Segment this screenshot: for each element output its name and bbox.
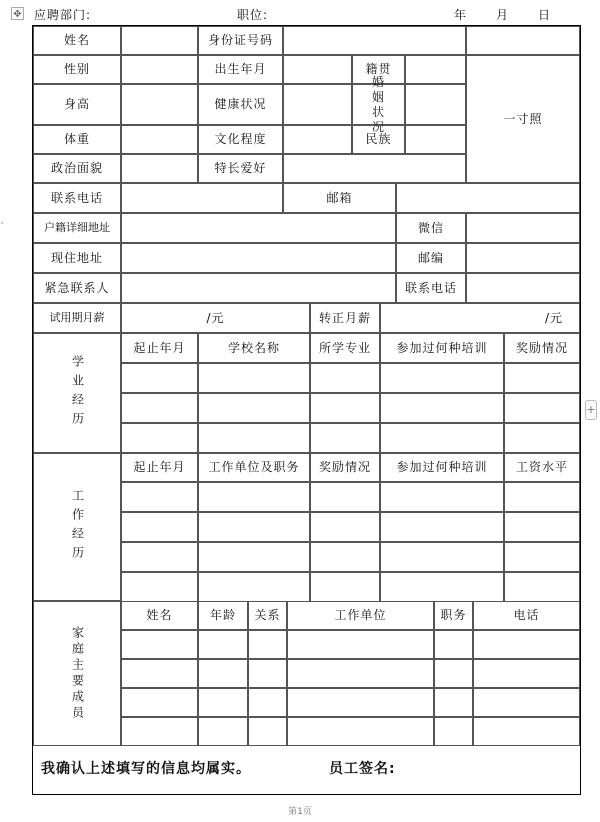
wechat-field[interactable]: [466, 213, 580, 243]
family-cell[interactable]: [248, 659, 287, 688]
regular-salary-field[interactable]: [380, 303, 580, 333]
hukou-address-label: 户籍详细地址: [33, 213, 121, 243]
education-header-3: 参加过何种培训: [380, 333, 504, 363]
family-header-5: 电话: [473, 601, 580, 630]
work-cell[interactable]: [504, 542, 580, 572]
table-move-handle-icon[interactable]: ✥: [11, 7, 24, 20]
family-header-3: 工作单位: [287, 601, 434, 630]
family-cell[interactable]: [473, 688, 580, 717]
work-cell[interactable]: [380, 482, 504, 512]
gender-label: 性别: [33, 55, 121, 84]
hukou-address-field[interactable]: [121, 213, 396, 243]
education-cell[interactable]: [504, 393, 580, 423]
health-label: 健康状况: [198, 84, 283, 125]
family-cell[interactable]: [287, 717, 434, 746]
political-status-field[interactable]: [121, 154, 198, 183]
work-cell[interactable]: [121, 512, 198, 542]
family-cell[interactable]: [121, 688, 198, 717]
regular-salary-unit: /元: [544, 310, 563, 325]
birth-date-field[interactable]: [283, 55, 352, 84]
family-cell[interactable]: [434, 659, 473, 688]
education-cell[interactable]: [380, 423, 504, 453]
emergency-contact-label: 紧急联系人: [33, 273, 121, 303]
name-label: 姓名: [33, 26, 121, 55]
regular-salary-label: 转正月薪: [310, 303, 380, 333]
email-field[interactable]: [396, 183, 580, 213]
signature-label: 员工签名:: [329, 761, 396, 778]
work-cell[interactable]: [310, 572, 380, 602]
probation-salary-unit: /元: [206, 310, 225, 325]
height-field[interactable]: [121, 84, 198, 125]
id-number-field-extra[interactable]: [466, 26, 580, 55]
education-cell[interactable]: [504, 363, 580, 393]
education-header-4: 奖励情况: [504, 333, 580, 363]
emergency-contact-field[interactable]: [121, 273, 396, 303]
family-header-1: 年龄: [198, 601, 248, 630]
native-place-field[interactable]: [405, 55, 466, 84]
family-cell[interactable]: [121, 659, 198, 688]
birth-date-label: 出生年月: [198, 55, 283, 84]
month-label: 月: [496, 8, 510, 22]
phone-label: 联系电话: [33, 183, 121, 213]
page-number: 第1页: [288, 807, 312, 817]
education-level-field[interactable]: [283, 125, 352, 154]
photo-box[interactable]: 一寸照: [466, 55, 580, 183]
ethnicity-field[interactable]: [405, 125, 466, 154]
work-cell[interactable]: [310, 512, 380, 542]
work-cell[interactable]: [198, 482, 310, 512]
family-cell[interactable]: [198, 659, 248, 688]
email-label: 邮箱: [283, 183, 396, 213]
day-label: 日: [538, 8, 552, 22]
ethnicity-label: 民族: [352, 125, 405, 154]
declaration-text: 我确认上述填写的信息均属实。: [41, 761, 251, 778]
family-cell[interactable]: [287, 659, 434, 688]
education-level-label: 文化程度: [198, 125, 283, 154]
work-header-3: 参加过何种培训: [380, 453, 504, 482]
education-cell[interactable]: [121, 393, 198, 423]
education-section-text: 学业经历: [70, 355, 85, 431]
work-cell[interactable]: [310, 542, 380, 572]
current-address-label: 现住地址: [33, 243, 121, 273]
marital-status-label: 婚 姻 状 况: [352, 84, 405, 125]
department-label: 应聘部门:: [34, 8, 92, 22]
family-cell[interactable]: [248, 630, 287, 659]
education-cell[interactable]: [380, 393, 504, 423]
margin-marker-icon: ˅: [0, 222, 5, 232]
political-status-label: 政治面貌: [33, 154, 121, 183]
wechat-label: 微信: [396, 213, 466, 243]
education-section-label: [33, 333, 121, 453]
work-cell[interactable]: [198, 542, 310, 572]
signature-field[interactable]: [439, 752, 575, 788]
work-cell[interactable]: [504, 572, 580, 602]
family-cell[interactable]: [248, 688, 287, 717]
family-cell[interactable]: [473, 659, 580, 688]
family-cell[interactable]: [198, 630, 248, 659]
family-cell[interactable]: [121, 717, 198, 746]
family-cell[interactable]: [248, 717, 287, 746]
native-place-label: 籍贯: [352, 55, 405, 84]
family-cell[interactable]: [434, 717, 473, 746]
work-cell[interactable]: [198, 572, 310, 602]
family-cell[interactable]: [287, 630, 434, 659]
education-header-2: 所学专业: [310, 333, 380, 363]
height-label: 身高: [33, 84, 121, 125]
weight-label: 体重: [33, 125, 121, 154]
work-section-text: 工作经历: [70, 489, 85, 565]
education-cell[interactable]: [198, 363, 310, 393]
phone-field[interactable]: [121, 183, 283, 213]
work-section-label: [33, 453, 121, 601]
marital-status-field[interactable]: [405, 84, 466, 125]
application-form-table: [32, 25, 581, 795]
education-cell[interactable]: [198, 423, 310, 453]
family-section-label: [33, 601, 121, 746]
education-cell[interactable]: [380, 363, 504, 393]
family-cell[interactable]: [473, 630, 580, 659]
id-number-label: 身份证号码: [198, 26, 283, 55]
id-number-field[interactable]: [283, 26, 466, 55]
position-label: 职位:: [237, 8, 269, 22]
education-cell[interactable]: [310, 423, 380, 453]
year-label: 年: [454, 8, 468, 22]
work-cell[interactable]: [504, 482, 580, 512]
work-cell[interactable]: [310, 482, 380, 512]
family-header-2: 关系: [248, 601, 287, 630]
education-cell[interactable]: [310, 393, 380, 423]
specialties-label: 特长爱好: [198, 154, 283, 183]
education-cell[interactable]: [310, 363, 380, 393]
family-cell[interactable]: [121, 630, 198, 659]
work-header-1: 工作单位及职务: [198, 453, 310, 482]
probation-salary-label: 试用期月薪: [33, 303, 121, 333]
probation-salary-field[interactable]: [121, 303, 310, 333]
family-cell[interactable]: [287, 688, 434, 717]
family-cell[interactable]: [434, 688, 473, 717]
work-header-4: 工资水平: [504, 453, 580, 482]
weight-field[interactable]: [121, 125, 198, 154]
postal-code-label: 邮编: [396, 243, 466, 273]
work-cell[interactable]: [121, 542, 198, 572]
family-cell[interactable]: [473, 717, 580, 746]
work-cell[interactable]: [380, 572, 504, 602]
work-cell[interactable]: [380, 512, 504, 542]
work-header-2: 奖励情况: [310, 453, 380, 482]
health-field[interactable]: [283, 84, 352, 125]
add-column-icon[interactable]: +: [585, 400, 597, 420]
family-header-0: 姓名: [121, 601, 198, 630]
education-cell[interactable]: [198, 393, 310, 423]
current-address-field[interactable]: [121, 243, 396, 273]
gender-field[interactable]: [121, 55, 198, 84]
specialties-field[interactable]: [283, 154, 466, 183]
family-header-4: 职务: [434, 601, 473, 630]
family-section-text: 家庭主要成员: [70, 625, 85, 722]
postal-code-field[interactable]: [466, 243, 580, 273]
education-cell[interactable]: [504, 423, 580, 453]
work-cell[interactable]: [504, 512, 580, 542]
work-cell[interactable]: [121, 482, 198, 512]
name-field[interactable]: [121, 26, 198, 55]
education-cell[interactable]: [121, 423, 198, 453]
family-cell[interactable]: [198, 688, 248, 717]
education-header-1: 学校名称: [198, 333, 310, 363]
education-header-0: 起止年月: [121, 333, 198, 363]
family-cell[interactable]: [198, 717, 248, 746]
work-cell[interactable]: [121, 572, 198, 602]
education-cell[interactable]: [121, 363, 198, 393]
emergency-phone-field[interactable]: [466, 273, 580, 303]
family-cell[interactable]: [434, 630, 473, 659]
emergency-phone-label: 联系电话: [396, 273, 466, 303]
work-cell[interactable]: [198, 512, 310, 542]
work-cell[interactable]: [380, 542, 504, 572]
work-header-0: 起止年月: [121, 453, 198, 482]
